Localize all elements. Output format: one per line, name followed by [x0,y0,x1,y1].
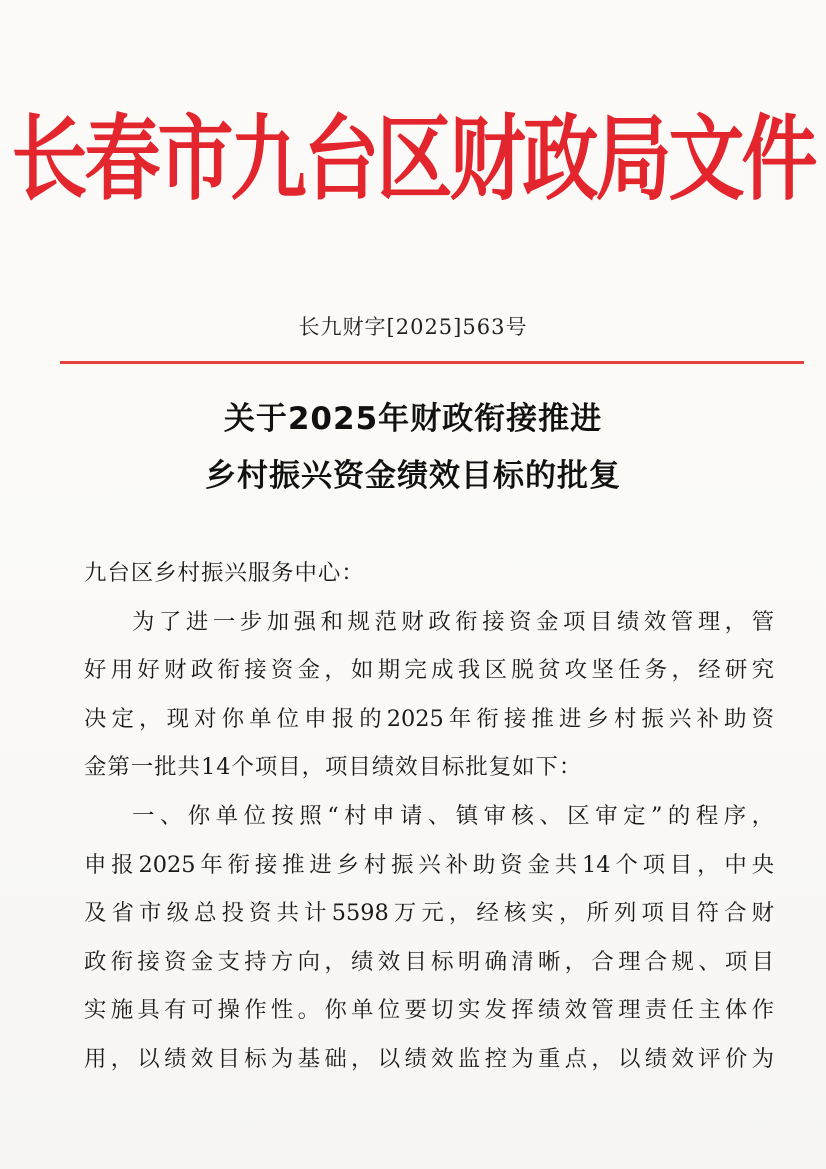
body-line: 及省市级总投资共计5598万元，经核实，所列项目符合财 [84,900,774,927]
body-line: 金第一批共14个项目，项目绩效目标批复如下： [84,754,583,781]
body-line: 一、你单位按照“村申请、镇审核、区审定”的程序， [132,802,774,829]
issuer-header-title: 长春市九台区财政局文件 [11,104,815,213]
body-line: 申报2025年衔接推进乡村振兴补助资金共14个项目，中央 [84,851,774,878]
body-line: 用，以绩效目标为基础，以绩效监控为重点，以绩效评价为 [84,1045,774,1072]
red-divider-rule [60,361,804,364]
body-line: 好用好财政衔接资金，如期完成我区脱贫攻坚任务，经研究 [84,657,774,684]
body-line: 决定，现对你单位申报的2025年衔接推进乡村振兴补助资 [84,705,774,732]
document-title-line-2: 乡村振兴资金绩效目标的批复 [205,458,621,494]
document-number: 长九财字[2025]563号 [298,315,528,339]
body-line: 实施具有可操作性。你单位要切实发挥绩效管理责任主体作 [84,997,774,1024]
body-line: 为了进一步加强和规范财政衔接资金项目绩效管理，管 [132,608,774,635]
document-body [84,549,774,1084]
salutation: 九台区乡村振兴服务中心： [84,560,365,586]
document-title [0,391,826,505]
document-title-line-1: 关于2025年财政衔接推进 [223,401,603,437]
body-line: 政衔接资金支持方向，绩效目标明确清晰，合理合规、项目 [84,948,774,975]
